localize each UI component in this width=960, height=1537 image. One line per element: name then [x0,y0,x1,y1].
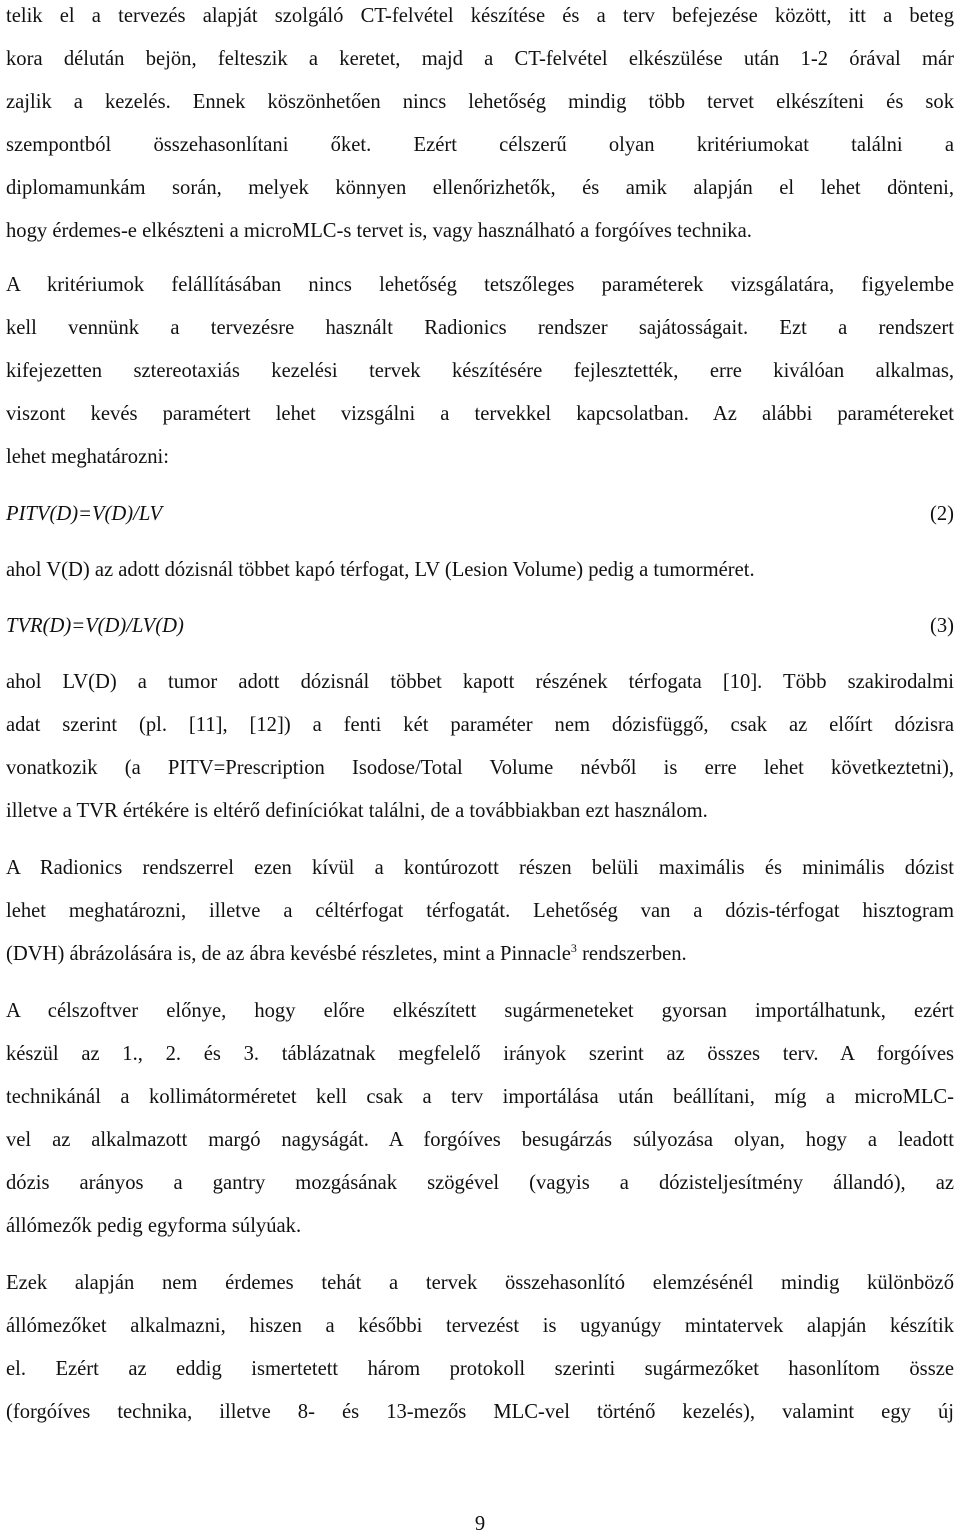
text-line: technikánál a kollimátorméretet kell csak a terv importálása után beállítani, míg a microMLC- [6,1086,954,1108]
text-line: lehet meghatározni, illetve a céltérfogat térfogatát. Lehetőség van a dózis-térfogat hisztogram [6,900,954,922]
text-line: (forgóíves technika, illetve 8- és 13-mezős MLC-vel történő kezelés), valamint egy új [6,1401,954,1423]
text-line: állómezők pedig egyforma súlyúak. [6,1215,302,1237]
text-line: vel az alkalmazott margó nagyságát. A forgóíves besugárzás súlyozása olyan, hogy a leadott [6,1129,954,1151]
equation-3 [6,614,954,638]
text-fragment: rendszerben. [576,943,687,965]
text-line: hogy érdemes-e elkészteni a microMLC-s tervet is, vagy használható a forgóíves technika. [6,220,752,242]
text-line: vonatkozik (a PITV=Prescription Isodose/Total Volume névből is erre lehet következtetni), [6,757,954,779]
text-line [6,942,954,966]
text-line: lehet meghatározni: [6,446,169,468]
text-line: szempontból összehasonlítani őket. Ezért célszerű olyan kritériumokat találni a [6,134,954,156]
text-line: adat szerint (pl. [11], [12]) a fenti két paraméter nem dózisfüggő, csak az előírt dózisra [6,714,954,736]
text-line: diplomamunkám során, melyek könnyen ellenőrizhetők, és amik alapján el lehet dönteni, [6,177,954,199]
text-line: Ezek alapján nem érdemes tehát a tervek összehasonlító elemzésénél mindig különböző [6,1272,954,1294]
text-line: A kritériumok felállításában nincs lehetőség tetszőleges paraméterek vizsgálatára, figyelembe [6,274,954,296]
text-line: ahol V(D) az adott dózisnál többet kapó térfogat, LV (Lesion Volume) pedig a tumorméret. [6,559,755,581]
text-line: telik el a tervezés alapját szolgáló CT-felvétel készítése és a terv befejezése között, itt a beteg [6,5,954,27]
equation-2 [6,502,954,526]
equation-number: (3) [929,615,954,637]
text-line: A Radionics rendszerrel ezen kívül a kontúrozott részen belüli maximális és minimális dózist [6,857,954,879]
text-line: kell vennünk a tervezésre használt Radionics rendszer sajátosságait. Ezt a rendszert [6,317,954,339]
text-line: el. Ezért az eddig ismertetett három protokoll szerinti sugármezőket hasonlítom össze [6,1358,954,1380]
text-line: viszont kevés paramétert lehet vizsgálni a tervekkel kapcsolatban. Az alábbi paramétereket [6,403,954,425]
text-line: illetve a TVR értékére is eltérő definíciókat találni, de a továbbiakban ezt használom. [6,800,708,822]
text-line: készül az 1., 2. és 3. táblázatnak megfelelő irányok szerint az összes terv. A forgóíves [6,1043,954,1065]
text-fragment: (DVH) ábrázolására is, de az ábra kevésbé részletes, mint a Pinnacle [6,943,571,965]
superscript: 3 [570,941,577,955]
text-line: zajlik a kezelés. Ennek köszönhetően nincs lehetőség mindig több tervet elkészíteni és sok [6,91,954,113]
equation-formula: PITV(D)=V(D)/LV [6,503,163,525]
text-line: A célszoftver előnye, hogy előre elkészített sugármeneteket gyorsan importálhatunk, ezért [6,1000,954,1022]
text-line: dózis arányos a gantry mozgásának szögével (vagyis a dózisteljesítmény állandó), az [6,1172,954,1194]
text-line: állómezőket alkalmazni, hiszen a későbbi tervezést is ugyanúgy mintatervek alapján készítik [6,1315,954,1337]
text-line: kora délután bejön, felteszik a keretet, majd a CT-felvétel elkészülése után 1-2 órával már [6,48,954,70]
equation-number: (2) [929,503,954,525]
page-number: 9 [474,1513,486,1535]
equation-formula: TVR(D)=V(D)/LV(D) [6,615,184,637]
text-line: ahol LV(D) a tumor adott dózisnál többet kapott részének térfogata [10]. Több szakirodalmi [6,671,954,693]
text-line: kifejezetten sztereotaxiás kezelési tervek készítésére fejlesztették, erre kiválóan alkalmas, [6,360,954,382]
